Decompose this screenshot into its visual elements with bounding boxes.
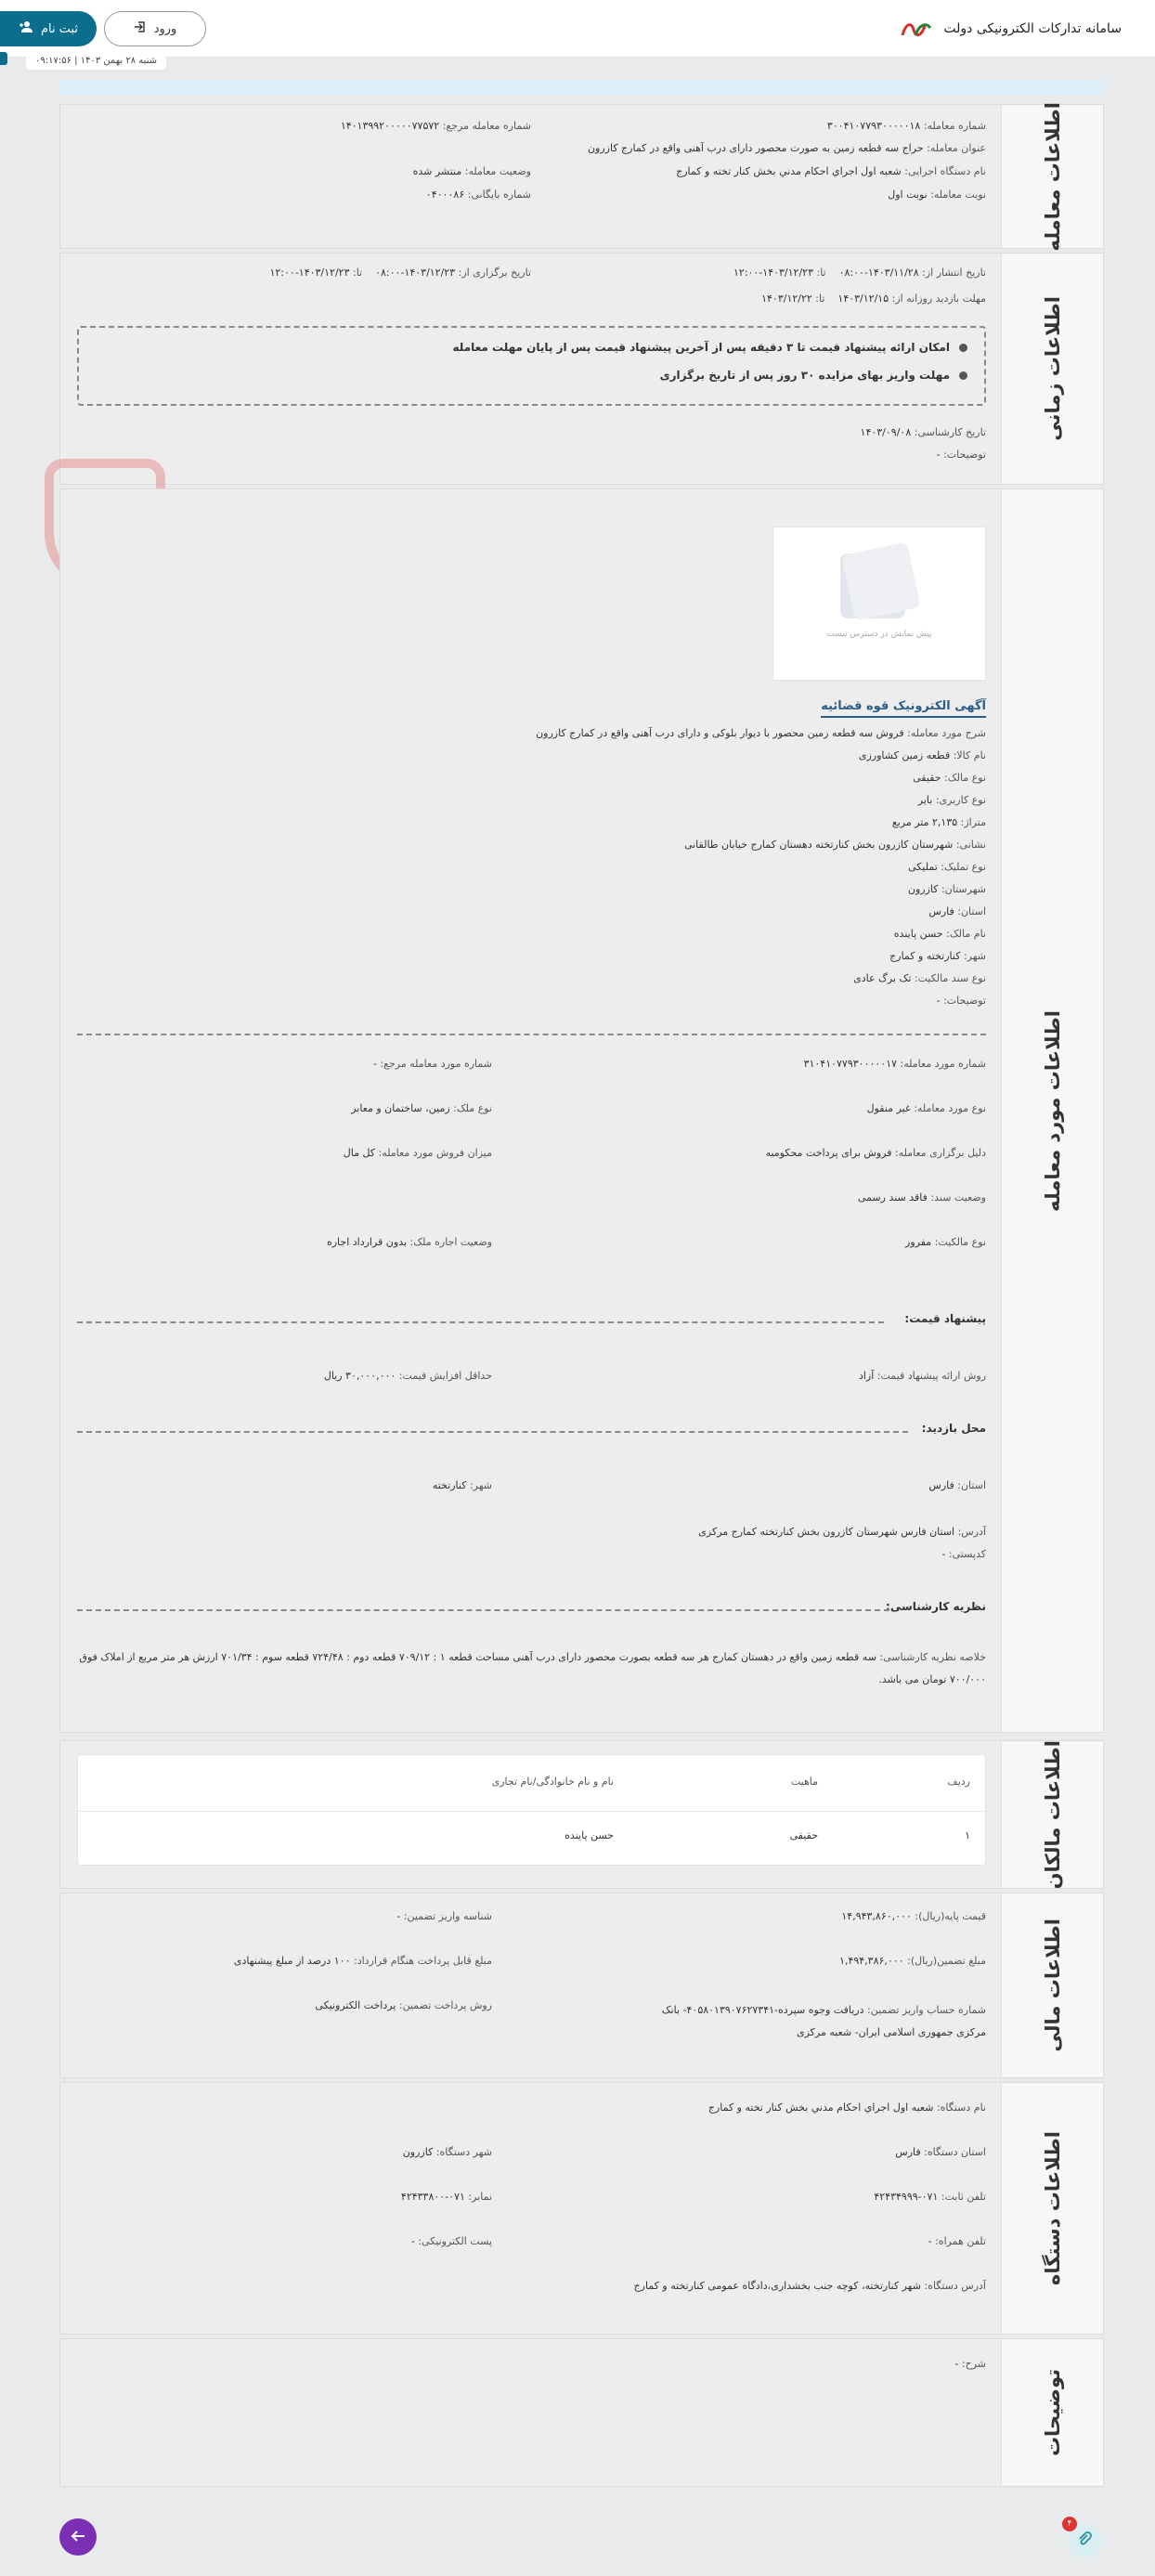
notice-item: مهلت واریز بهای مزایده ۳۰ روز پس از تاریخ برگزاری [660, 369, 967, 382]
org-card [59, 2082, 1104, 2335]
section-title: اطلاعات مالی [1041, 1919, 1064, 2052]
section-title: اطلاعات زمانی [1041, 296, 1064, 441]
org-fax: نمابر: ۰۷۱-۴۲۴۳۳۸۰۰ [400, 2191, 492, 2203]
brand[interactable] [899, 17, 1122, 41]
notes-header [1001, 2339, 1103, 2486]
visit-address: آدرس: استان فارس شهرستان کازرون بخش کنارتخته کمارج مرکزی [698, 1526, 986, 1538]
divider [77, 1609, 889, 1611]
item-number: شماره مورد معامله: ۳۱۰۴۱۰۷۷۹۳۰۰۰۰۰۱۷ [803, 1058, 986, 1070]
bullet-icon [959, 344, 967, 352]
guarantee-account: شماره حساب واریز تضمین: دریافت وجوه سپرده-۴۰۵۸۰۱۳۹۰۷۶۲۷۳۴۱- بانک مرکزی جمهوری اسلامی ایران- شعبه مرکزی [661, 2004, 986, 2038]
ad-title[interactable]: آگهی الکترونیک قوه قضائیه [821, 699, 986, 718]
section-title: اطلاعات مورد معامله [1041, 1009, 1064, 1212]
hold-reason: دلیل برگزاری معامله: فروش برای پرداخت محکومبه [765, 1147, 986, 1159]
base-price: قیمت پایه(ریال): ۱۴,۹۴۳,۸۶۰,۰۰۰ [841, 1910, 986, 1922]
section-title: اطلاعات مالکان [1041, 1739, 1064, 1890]
timing-header [1001, 254, 1103, 484]
table-divider [78, 1811, 985, 1812]
deal-turn: نوبت معامله: نوبت اول [888, 189, 986, 201]
paperclip-icon [1077, 2531, 1092, 2550]
guarantee-payment-id: شناسه واریز تضمین: - [396, 1910, 492, 1922]
finance-card [59, 1893, 1104, 2078]
usage-type: نوع کاربری: بایر [917, 794, 986, 806]
expert-heading: نظریه کارشناسی: [886, 1600, 986, 1613]
add-user-icon [19, 20, 33, 37]
top-bar [0, 0, 1155, 58]
visit-province: استان: فارس [928, 1479, 986, 1491]
expert-summary: خلاصه نظریه کارشناسی: سه قطعه زمین واقع در دهستان کمارج هر سه قطعه بصورت محصور دارای درب آهنی مساحت قطعه ۱ : ۷۰۹/۱۲ قطعه دوم : ۷۲۴/۴۸ قطعه سوم : ۷۰۱/۳۴ ارزش هر متر مربع از املاک فوق ۷۰۰/۰۰۰ تومان می باشد. [79, 1651, 986, 1685]
sale-share: میزان فروش مورد معامله: کل مال [343, 1147, 492, 1159]
current-date: شنبه ۲۸ بهمن ۱۴۰۳ | ۰۹:۱۷:۵۶ [26, 52, 166, 70]
deal-title: عنوان معامله: حراج سه قطعه زمین به صورت محصور دارای درب آهنی واقع در کمارج کازرون [587, 142, 986, 154]
gavel-icon [841, 541, 920, 620]
login-icon [134, 20, 147, 37]
org-header [1001, 2083, 1103, 2334]
register-label: ثبت نام [40, 21, 79, 36]
item-description: شرح مورد معامله: فروش سه قطعه زمین محصور با دیوار بلوکی و دارای درب آهنی واقع در کمارج کازرون [536, 727, 986, 739]
section-title: توضیحات [1041, 2368, 1064, 2457]
notes-card [59, 2338, 1104, 2487]
visit-heading: محل بازدید: [921, 1422, 986, 1435]
goods-name: نام کالا: قطعه زمین کشاورزی [858, 749, 986, 761]
org-address: آدرس دستگاه: شهر کنارتخته، کوچه جنب بخشداری،دادگاه عمومی کنارتخته و کمارج [633, 2280, 986, 2292]
image-placeholder-text: پیش نمایش در دسترس نیست [826, 630, 932, 639]
table-cell-kind: حقیقی [789, 1829, 818, 1841]
divider [77, 1034, 986, 1035]
province: استان: فارس [928, 905, 986, 917]
owner-type: نوع مالک: حقیقی [913, 772, 986, 784]
info-strip [59, 80, 1104, 95]
deal-info-header [1001, 101, 1103, 252]
login-label: ورود [153, 21, 177, 36]
org-name: نام دستگاه: شعبه اول اجراي احكام مدني بخش كنار تخته و كمارج [707, 2101, 986, 2114]
ownership-transfer: نوع تملیک: تملیکی [908, 861, 986, 873]
finance-header [1001, 1893, 1103, 2077]
ownership-kind: نوع مالکیت: مفروز [905, 1236, 986, 1248]
timing-description: توضیحات: - [936, 449, 986, 461]
lease-status: وضعیت اجاره ملک: بدون قرارداد اجاره [326, 1236, 492, 1248]
hold-dates: تاریخ برگزاری از: ۱۴۰۳/۱۲/۲۳-۰۸:۰۰ تا: ۱۴۰۳/۱۲/۲۳-۱۲:۰۰ [269, 267, 531, 279]
owners-header [1001, 1741, 1103, 1888]
bullet-icon [959, 371, 967, 380]
timing-card [59, 253, 1104, 485]
area: متراژ: ۲,۱۳۵ متر مربع [891, 816, 986, 828]
item-info-header [1001, 489, 1103, 1732]
guarantee-method: روش پرداخت تضمین: پرداخت الکترونیکی [315, 1999, 492, 2011]
owners-card [59, 1740, 1104, 1889]
back-button[interactable] [59, 2518, 97, 2556]
owner-name: نام مالک: حسن پاینده [893, 928, 986, 940]
table-header-name: نام و نام خانوادگی/نام تجاری [491, 1776, 614, 1788]
org-phone: تلفن ثابت: ۰۷۱-۴۲۴۳۴۹۹۹ [874, 2191, 986, 2203]
document-status: وضعیت سند: فاقد سند رسمی [857, 1191, 986, 1203]
visit-dates: مهلت بازدید روزانه از: ۱۴۰۳/۱۲/۱۵ تا: ۱۴۰۳/۱۲/۲۲ [761, 293, 986, 305]
item-image-placeholder[interactable] [772, 527, 986, 681]
owners-table [77, 1754, 986, 1866]
setad-logo-icon [899, 17, 934, 41]
section-title: اطلاعات دستگاه [1041, 2130, 1064, 2286]
property-type: نوع ملک: زمین، ساختمان و معابر [351, 1102, 492, 1114]
org-province: استان دستگاه: فارس [895, 2146, 986, 2158]
publish-dates: تاریخ انتشار از: ۱۴۰۳/۱۱/۲۸-۰۸:۰۰ تا: ۱۴۰۳/۱۲/۲۳-۱۲:۰۰ [733, 267, 986, 279]
county: شهرستان: کازرون [907, 883, 986, 895]
divider [77, 1321, 884, 1323]
offer-method: روش ارائه پیشنهاد قیمت: آزاد [858, 1370, 986, 1382]
brand-title: سامانه تدارکات الکترونیکی دولت [943, 21, 1122, 36]
login-button[interactable] [104, 11, 206, 46]
deal-archive: شماره بایگانی: ۰۴۰۰۰۸۶ [425, 189, 531, 201]
item-address: نشانی: شهرستان کازرون بخش کنارتخته دهستان کمارج خیابان طالقانی [683, 839, 986, 851]
deal-info-card [59, 101, 1104, 252]
drawer-handle[interactable] [0, 52, 7, 65]
deal-number: شماره معامله: ۳۰۰۴۱۰۷۷۹۳۰۰۰۰۰۱۸ [826, 120, 986, 132]
org-mobile: تلفن همراه: - [928, 2235, 986, 2247]
payable-amount: مبلغ قابل پرداخت هنگام قرارداد: ۱۰۰ درصد از مبلغ پیشنهادی [233, 1955, 492, 1967]
item-notes: توضیحات: - [936, 995, 986, 1007]
deal-ref-number: شماره معامله مرجع: ۱۴۰۱۳۹۹۲۰۰۰۰۰۷۷۵۷۲ [340, 120, 531, 132]
deal-unit: نام دستگاه اجرایی: شعبه اول اجراي احكام مدني بخش كنار تخته و كمارج [676, 165, 986, 177]
ref-item-number: شماره مورد معامله مرجع: - [372, 1058, 492, 1070]
table-cell-name: حسن پاینده [565, 1829, 614, 1841]
deed-type: نوع سند مالکیت: تک برگ عادی [853, 972, 986, 984]
divider [77, 1431, 908, 1433]
item-info-card [59, 488, 1104, 1733]
expert-date: تاریخ کارشناسی: ۱۴۰۳/۰۹/۰۸ [860, 426, 986, 438]
item-kind: نوع مورد معامله: غیر منقول [866, 1102, 986, 1114]
org-email: پست الکترونیکی: - [410, 2235, 492, 2247]
visit-postal-code: کدپستی: - [941, 1548, 986, 1560]
notes-description: شرح: - [954, 2358, 986, 2370]
table-header-kind: ماهیت [790, 1776, 818, 1788]
notice-item: امکان ارائه پیشنهاد قیمت تا ۳ دقیقه پس از آخرین پیشنهاد قیمت پس از پایان مهلت معامله [453, 341, 967, 354]
offer-heading: پیشنهاد قیمت: [904, 1312, 986, 1325]
register-button[interactable] [0, 11, 97, 46]
section-title: اطلاعات معامله [1041, 101, 1064, 252]
attachments-count-badge: ۴ [1062, 2517, 1077, 2531]
visit-city: شهر: کنارتخته [432, 1479, 492, 1491]
city: شهر: کنارتخته و کمارج [889, 950, 986, 962]
deal-status: وضعیت معامله: منتشر شده [412, 165, 531, 177]
table-header-row: ردیف [947, 1776, 970, 1788]
notice-box [77, 326, 986, 406]
table-cell-row: ۱ [965, 1829, 970, 1841]
arrow-left-icon [71, 2529, 85, 2546]
guarantee-amount: مبلغ تضمین(ریال): ۱,۴۹۴,۳۸۶,۰۰۰ [839, 1955, 986, 1967]
org-city: شهر دستگاه: کازرون [402, 2146, 492, 2158]
min-increase: حداقل افزایش قیمت: ۳۰,۰۰۰,۰۰۰ ریال [323, 1370, 492, 1382]
